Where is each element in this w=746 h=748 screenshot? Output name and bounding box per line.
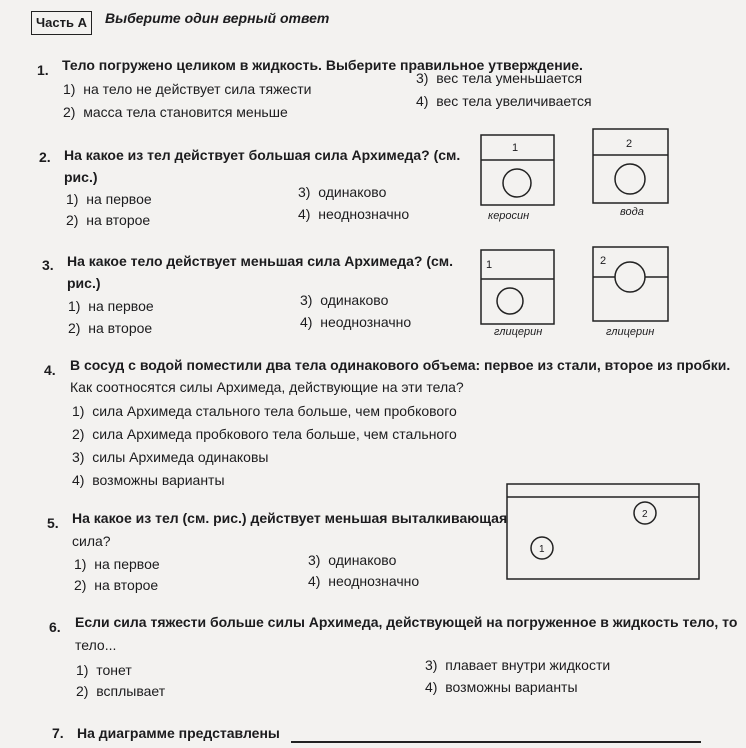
- q6-opt2: 2) всплывает: [76, 683, 166, 699]
- q5-line1: На какое из тел (см. рис.) действует меньшая выталкивающая: [72, 510, 508, 526]
- q4-opt1: 1) сила Архимеда стального тела больше, чем пробкового: [72, 403, 457, 419]
- q5-line2: сила?: [72, 533, 111, 549]
- q4-opt3: 3) силы Архимеда одинаковы: [72, 449, 269, 465]
- q7-diagram-edge: [291, 741, 701, 743]
- q2-opt1: 1) на первое: [66, 191, 152, 207]
- q3-liquid2: глицерин: [606, 326, 655, 338]
- q2-opt3: 3) одинаково: [298, 184, 387, 200]
- q6-line2: тело...: [75, 637, 117, 653]
- part-label: Часть А: [31, 11, 92, 35]
- q2-fig1-label: 1: [512, 142, 519, 154]
- q1-opt3: 3) вес тела уменьшается: [416, 70, 583, 86]
- q2-fig2-label: 2: [626, 138, 633, 150]
- q1-opt1: 1) на тело не действует сила тяжести: [63, 81, 312, 97]
- q2-liquid1: керосин: [488, 210, 530, 222]
- body-2: [615, 262, 645, 292]
- q6-opt3: 3) плавает внутри жидкости: [425, 657, 611, 673]
- q3-opt3: 3) одинаково: [300, 292, 389, 308]
- q6-line1: Если сила тяжести больше силы Архимеда, действующей на погруженное в жидкость тело, то: [75, 614, 738, 630]
- q2-liquid2: вода: [620, 206, 644, 218]
- q3-fig1-label: 1: [486, 259, 493, 271]
- q7-text: На диаграмме представлены: [77, 725, 280, 741]
- q4-opt4: 4) возможны варианты: [72, 472, 225, 488]
- q6-opt4: 4) возможны варианты: [425, 679, 578, 695]
- q5-opt3: 3) одинаково: [308, 552, 397, 568]
- q4-number: 4.: [44, 362, 56, 378]
- instruction: Выберите один верный ответ: [105, 10, 330, 26]
- q2-opt4: 4) неоднозначно: [298, 206, 410, 222]
- q3-opt1: 1) на первое: [68, 298, 154, 314]
- q5-opt4: 4) неоднозначно: [308, 573, 420, 589]
- q7-number: 7.: [52, 725, 64, 741]
- q3-opt4: 4) неоднозначно: [300, 314, 412, 330]
- q2-line1: На какое из тел действует большая сила Архимеда? (см.: [64, 147, 461, 163]
- q3-number: 3.: [42, 257, 54, 273]
- q3-liquid1: глицерин: [494, 326, 543, 338]
- q6-opt1: 1) тонет: [76, 662, 132, 678]
- q4-line1: В сосуд с водой поместили два тела одинакового объема: первое из стали, второе из пробки.: [70, 357, 731, 373]
- q1-text: Тело погружено целиком в жидкость. Выберите правильное утверждение.: [62, 57, 583, 73]
- q1-opt2: 2) масса тела становится меньше: [63, 104, 288, 120]
- body-1: [503, 169, 531, 197]
- q3-fig2-label: 2: [600, 255, 607, 267]
- body-1: [497, 288, 523, 314]
- q5-fig-label1: 1: [539, 544, 545, 555]
- q4-opt2: 2) сила Архимеда пробкового тела больше, чем стального: [72, 426, 457, 442]
- q4-line2: Как соотносятся силы Архимеда, действующие на эти тела?: [70, 379, 464, 395]
- q1-opt4: 4) вес тела увеличивается: [416, 93, 592, 109]
- q3-line1: На какое тело действует меньшая сила Архимеда? (см.: [67, 253, 454, 269]
- body-2: [615, 164, 645, 194]
- q3-line2: рис.): [67, 275, 101, 291]
- q2-number: 2.: [39, 149, 51, 165]
- q5-fig-label2: 2: [642, 509, 648, 520]
- q5-figure: [506, 483, 702, 583]
- q3-opt2: 2) на второе: [68, 320, 153, 336]
- q2-opt2: 2) на второе: [66, 212, 151, 228]
- q5-opt2: 2) на второе: [74, 577, 159, 593]
- q5-number: 5.: [47, 515, 59, 531]
- q6-number: 6.: [49, 619, 61, 635]
- q1-number: 1.: [37, 62, 49, 78]
- q2-line2: рис.): [64, 169, 98, 185]
- q5-opt1: 1) на первое: [74, 556, 160, 572]
